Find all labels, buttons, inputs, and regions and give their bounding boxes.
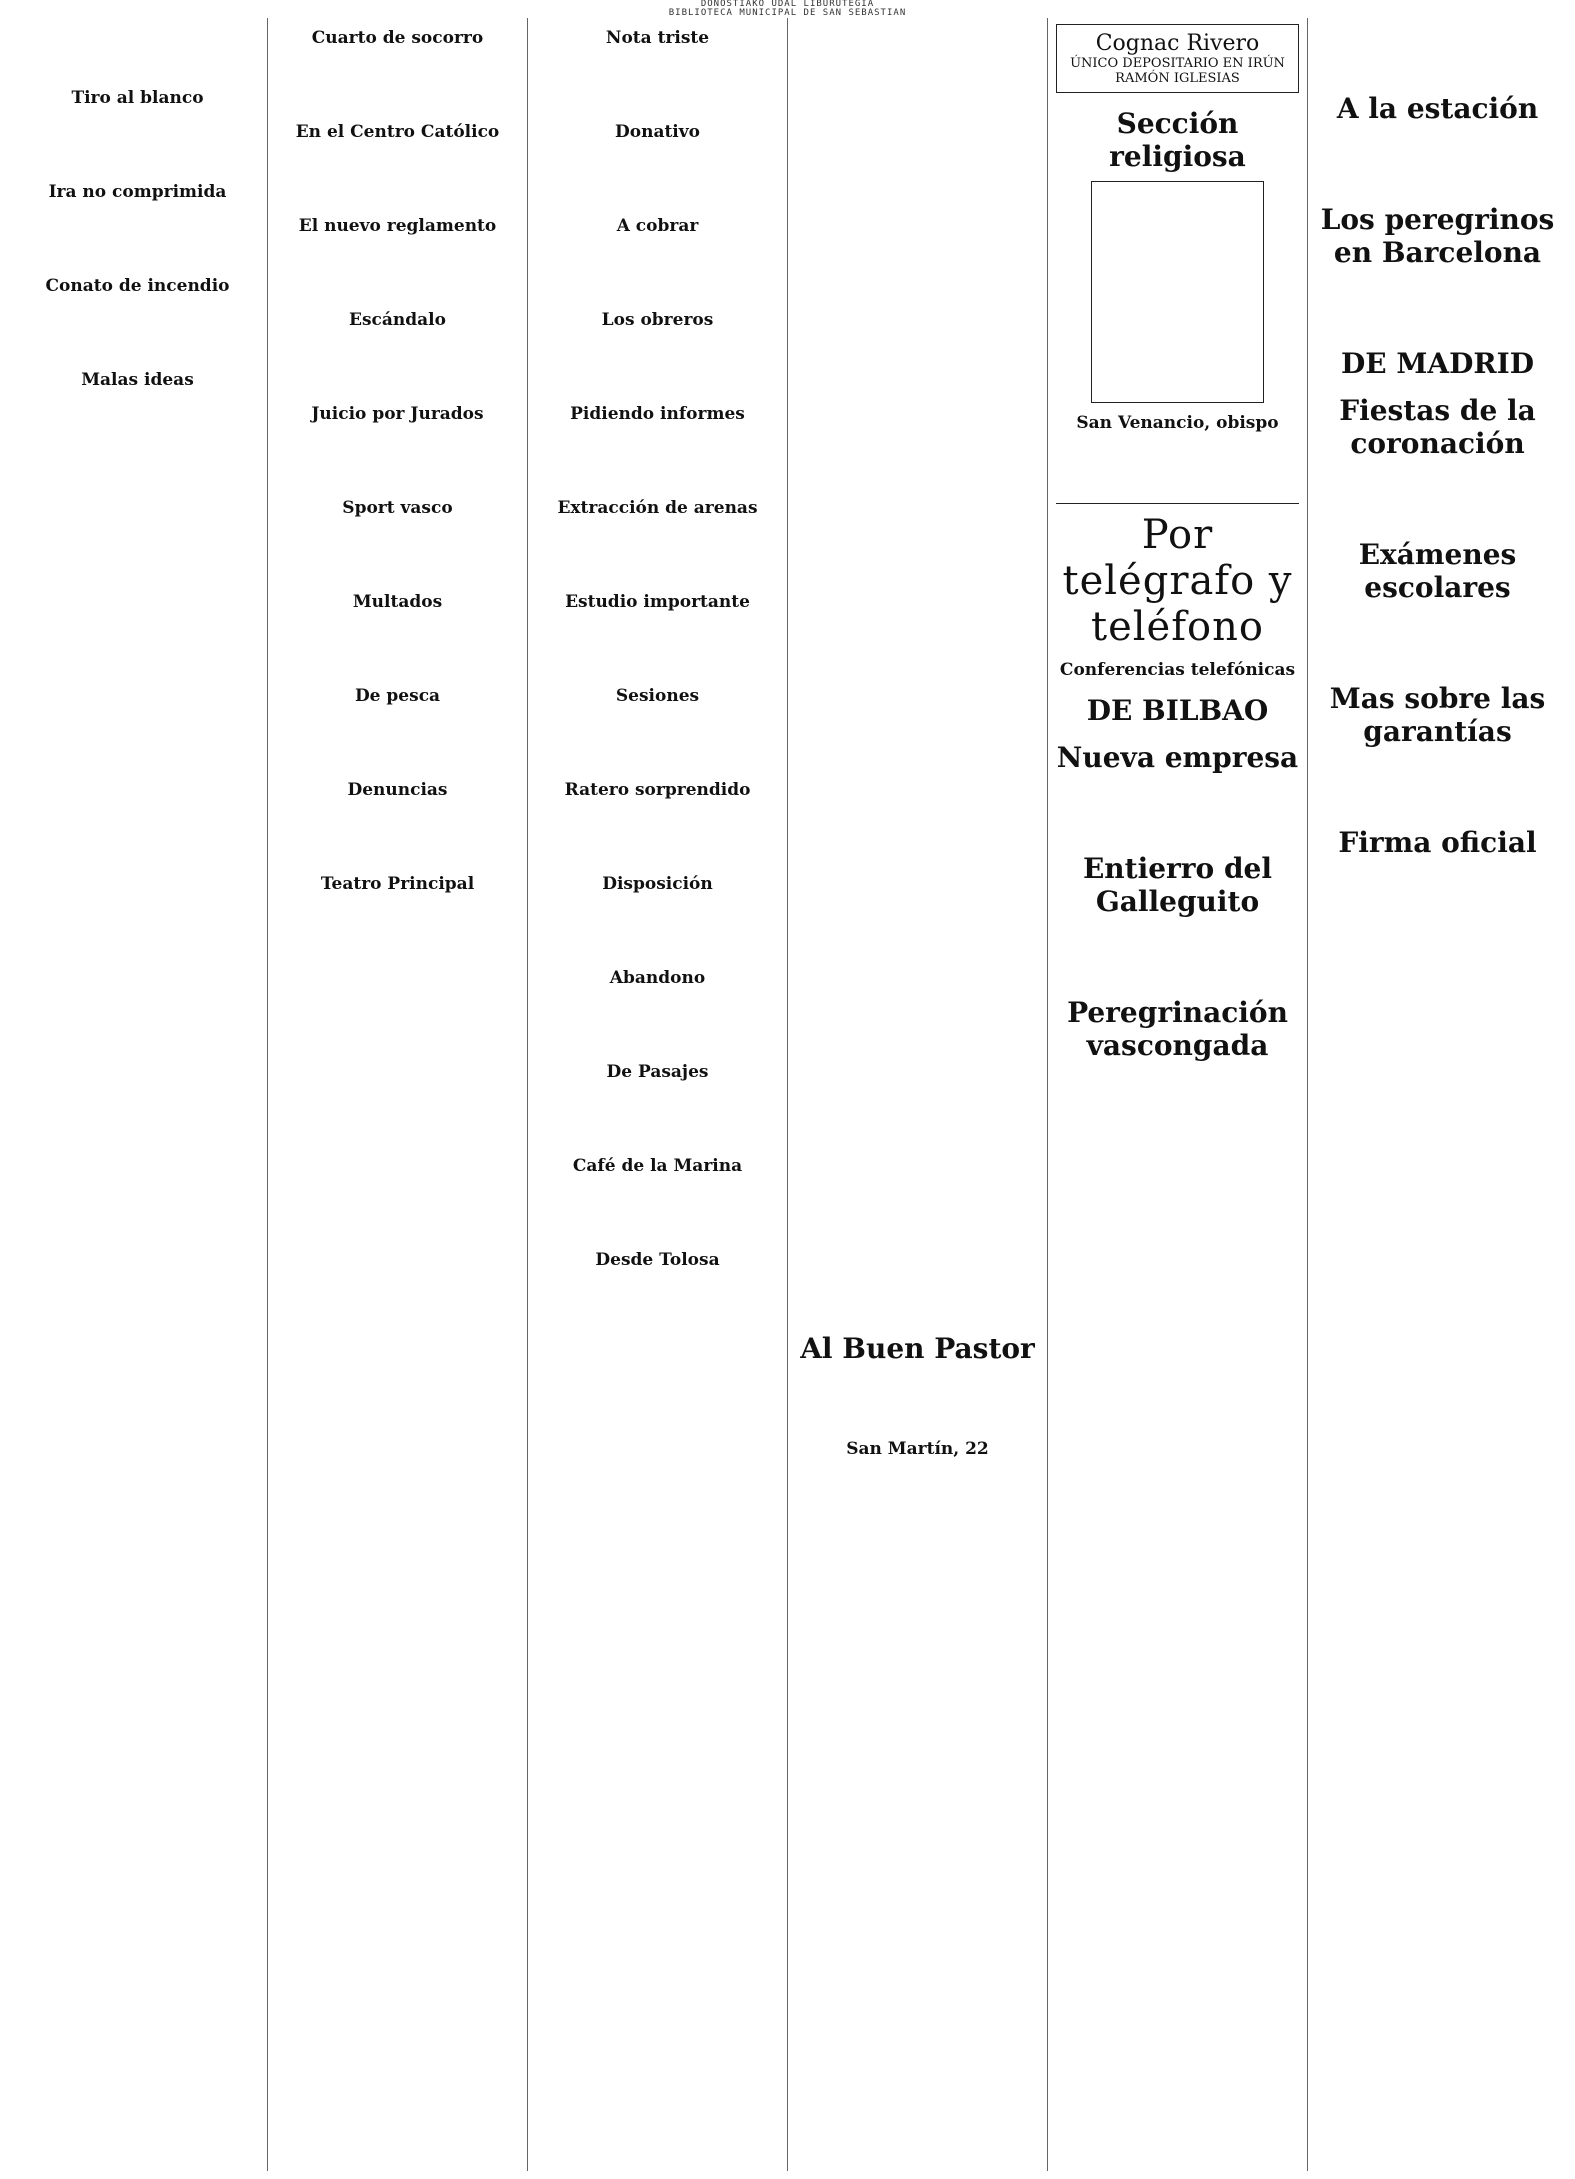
article-body — [536, 240, 779, 300]
column-4 — [788, 18, 1048, 2171]
section-heading: A la estación — [1336, 92, 1539, 125]
section-heading: Los peregrinos en Barcelona — [1320, 203, 1555, 269]
section-heading: Estudio importante — [565, 592, 750, 612]
article-body — [536, 1086, 779, 1146]
article-body — [536, 804, 779, 864]
illustration-caption: San Venancio, obispo — [1076, 413, 1279, 433]
saint-illustration-icon — [1091, 181, 1263, 403]
article-body — [16, 206, 259, 266]
article-body — [1056, 778, 1299, 838]
section-heading: Cuarto de socorro — [311, 28, 484, 48]
masthead-line-2: BIBLIOTECA MUNICIPAL DE SAN SEBASTIAN — [668, 8, 907, 18]
section-heading: Firma oficial — [1338, 826, 1537, 859]
section-heading: Sección religiosa — [1109, 107, 1246, 173]
article-body — [276, 334, 519, 394]
article-body — [276, 240, 519, 300]
section-heading: Malas ideas — [81, 370, 194, 390]
section-heading: Multados — [352, 592, 443, 612]
column-1 — [8, 18, 268, 2171]
article-body — [276, 428, 519, 488]
column-5 — [1048, 18, 1308, 2171]
article-body — [536, 616, 779, 676]
article-body — [276, 616, 519, 676]
article-body — [536, 146, 779, 206]
ad-title: Cognac Rivero — [1095, 31, 1260, 56]
column-3 — [528, 18, 788, 2171]
article-body — [276, 522, 519, 582]
article-body — [536, 710, 779, 770]
section-heading: Los obreros — [601, 310, 714, 330]
section-heading: Fiestas de la coronación — [1339, 394, 1536, 460]
article-body — [276, 52, 519, 112]
masthead-line-1: DONOSTIAKO UDAL LIBURUTEGIA — [700, 0, 875, 9]
article-body — [536, 52, 779, 112]
section-heading: Por telégrafo y teléfono — [1062, 512, 1293, 650]
article-body — [276, 146, 519, 206]
section-heading: De pesca — [354, 686, 441, 706]
article-body — [796, 1463, 1039, 1523]
section-heading: DE BILBAO — [1086, 694, 1269, 727]
article-body — [1316, 863, 1559, 923]
section-heading: Disposición — [602, 874, 713, 894]
article-body — [536, 428, 779, 488]
column-2 — [268, 18, 528, 2171]
article-body — [1316, 129, 1559, 189]
divider — [1056, 503, 1299, 504]
article-body — [536, 898, 779, 958]
article-body — [536, 334, 779, 394]
cognac-advertisement — [1056, 24, 1299, 93]
ad-line-1: ÚNICO DEPOSITARIO EN IRÚN — [1070, 56, 1285, 71]
article-body — [796, 1369, 1039, 1429]
article-body — [1316, 608, 1559, 668]
section-heading: Extracción de arenas — [557, 498, 758, 518]
section-heading: Peregrinación vascongada — [1067, 996, 1288, 1062]
section-heading: El nuevo reglamento — [298, 216, 497, 236]
section-heading: Al Buen Pastor — [800, 1332, 1035, 1365]
section-heading: Mas sobre las garantías — [1329, 682, 1546, 748]
article-body — [1316, 464, 1559, 524]
article-body — [16, 18, 259, 78]
ad-line-2: RAMÓN IGLESIAS — [1115, 71, 1240, 86]
article-body — [536, 992, 779, 1052]
article-body — [536, 1274, 779, 1334]
article-body — [276, 804, 519, 864]
article-body — [276, 898, 519, 958]
section-heading: Denuncias — [347, 780, 448, 800]
newspaper-page — [8, 18, 1567, 2171]
section-heading: Exámenes escolares — [1358, 538, 1517, 604]
article-body — [16, 300, 259, 360]
section-subheading: Conferencias telefónicas — [1059, 660, 1296, 680]
article-body — [796, 18, 1039, 1318]
section-heading: Pidiendo informes — [570, 404, 745, 424]
article-body — [16, 394, 259, 454]
section-heading: DE MADRID — [1340, 347, 1535, 380]
article-body — [1056, 1066, 1299, 1126]
article-body — [1316, 752, 1559, 812]
section-heading: En el Centro Católico — [295, 122, 500, 142]
section-heading: De Pasajes — [606, 1062, 709, 1082]
section-heading: Desde Tolosa — [595, 1250, 720, 1270]
article-body — [1056, 922, 1299, 982]
section-heading: Sport vasco — [342, 498, 453, 518]
article-body — [1316, 273, 1559, 333]
section-heading: Ratero sorprendido — [564, 780, 751, 800]
section-heading: Entierro del Galleguito — [1082, 852, 1273, 918]
article-body — [16, 112, 259, 172]
section-heading: Abandono — [609, 968, 706, 988]
section-heading: Nota triste — [605, 28, 710, 48]
article-body — [1056, 437, 1299, 497]
section-heading: Teatro Principal — [320, 874, 475, 894]
article-body — [276, 710, 519, 770]
section-heading: Sesiones — [615, 686, 700, 706]
section-heading: Donativo — [615, 122, 700, 142]
section-heading: Café de la Marina — [572, 1156, 743, 1176]
column-6 — [1308, 18, 1567, 2171]
article-body — [536, 1180, 779, 1240]
article-body — [1316, 18, 1559, 78]
masthead — [0, 0, 1575, 18]
article-body — [536, 522, 779, 582]
section-heading: A cobrar — [616, 216, 699, 236]
section-heading: San Martín, 22 — [846, 1439, 989, 1459]
section-heading: Ira no comprimida — [48, 182, 227, 202]
section-heading: Escándalo — [349, 310, 446, 330]
section-heading: Conato de incendio — [45, 276, 230, 296]
section-heading: Tiro al blanco — [71, 88, 204, 108]
section-heading: Juicio por Jurados — [311, 404, 484, 424]
section-heading: Nueva empresa — [1056, 741, 1299, 774]
